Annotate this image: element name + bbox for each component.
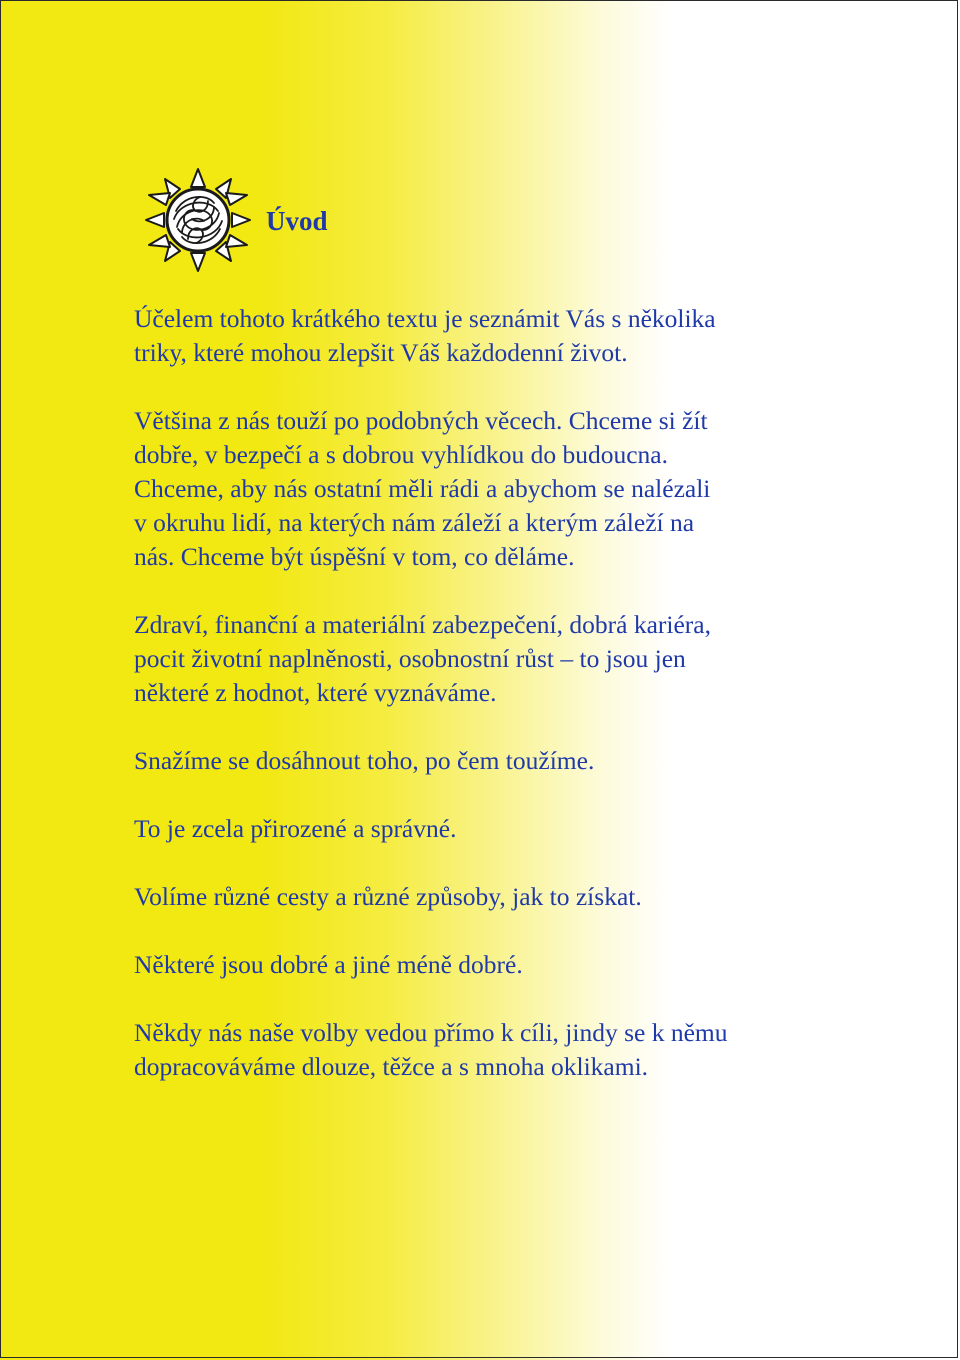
- text-line: Volíme různé cesty a různé způsoby, jak to získat.: [134, 882, 642, 911]
- paragraph: [134, 608, 854, 710]
- paragraph: [134, 812, 854, 846]
- paragraph: [134, 880, 854, 914]
- text-line: Zdraví, finanční a materiální zabezpečení, dobrá kariéra,: [134, 610, 711, 639]
- text-line: nás. Chceme být úspěšní v tom, co děláme.: [134, 542, 575, 571]
- paragraph: [134, 404, 854, 574]
- text-line: dobře, v bezpečí a s dobrou vyhlídkou do budoucna.: [134, 440, 668, 469]
- page-title: Úvod: [266, 205, 328, 236]
- text-line: v okruhu lidí, na kterých nám záleží a kterým záleží na: [134, 508, 695, 537]
- text-line: Někdy nás naše volby vedou přímo k cíli, jindy se k němu: [134, 1018, 728, 1047]
- paragraph: [134, 948, 854, 982]
- section-heading: [144, 167, 328, 273]
- text-line: Snažíme se dosáhnout toho, po čem toužíme.: [134, 746, 595, 775]
- paragraph: [134, 1016, 854, 1084]
- body-text: [134, 302, 854, 1118]
- text-line: některé z hodnot, které vyznáváme.: [134, 678, 497, 707]
- text-line: pocit životní naplněnosti, osobnostní růst – to jsou jen: [134, 644, 686, 673]
- text-line: dopracováváme dlouze, těžce a s mnoha oklikami.: [134, 1052, 649, 1081]
- text-line: Většina z nás touží po podobných věcech. Chceme si žít: [134, 406, 708, 435]
- text-line: Chceme, aby nás ostatní měli rádi a abychom se nalézali: [134, 474, 711, 503]
- sun-icon: [144, 167, 252, 273]
- text-line: To je zcela přirozené a správné.: [134, 814, 457, 843]
- text-line: Některé jsou dobré a jiné méně dobré.: [134, 950, 523, 979]
- text-line: triky, které mohou zlepšit Váš každodenní život.: [134, 338, 628, 367]
- paragraph: [134, 744, 854, 778]
- text-line: Účelem tohoto krátkého textu je seznámit Vás s několika: [134, 304, 716, 333]
- paragraph: [134, 302, 854, 370]
